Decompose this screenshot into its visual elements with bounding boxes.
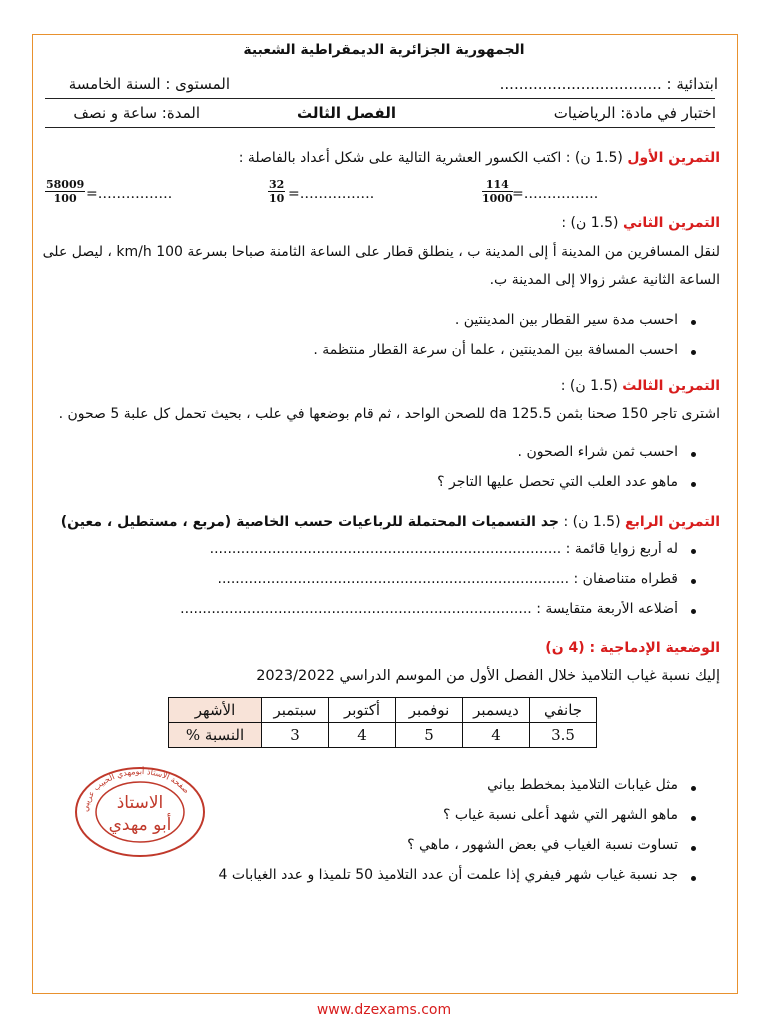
ex1-heading [239, 150, 720, 166]
integration-intro: إليك نسبة غياب التلاميذ خلال الفصل الأول من الموسم الدراسي 2023/2022 [256, 668, 720, 684]
school-name: ابتدائية : .................................. [499, 75, 718, 93]
ex2-points: (1.5 ن) : [561, 215, 619, 231]
list-item: احسب مدة سير القطار بين المدينتين . [454, 312, 678, 328]
fraction-numerator: 32 [269, 178, 285, 191]
ex3-points: (1.5 ن) : [560, 378, 618, 394]
bullet [691, 876, 696, 881]
stamp-ring-text: صفحة الأستاذ أبومهدي الحبيب عريبي [80, 766, 192, 813]
table-cell: ديسمبر [463, 698, 530, 723]
table-cell: 3 [262, 723, 329, 748]
teacher-stamp [74, 766, 206, 858]
fraction-numerator: 114 [482, 178, 513, 192]
list-item: جد نسبة غياب شهر فيفري إذا علمت أن عدد التلاميذ 50 تلميذا و عدد الغيابات 4 [218, 867, 678, 883]
fraction-denominator: 1000 [482, 192, 513, 205]
footer-url[interactable]: www.dzexams.com [316, 1002, 452, 1018]
list-item: ماهو الشهر التي شهد أعلى نسبة غياب ؟ [442, 807, 678, 823]
fraction-1 [482, 178, 513, 205]
fraction-2 [268, 178, 285, 205]
stamp-graphic [74, 766, 206, 858]
duration: المدة: ساعة و نصف [73, 104, 200, 122]
list-item: أضلاعه الأربعة متقايسة : ............................................................................... [180, 601, 678, 617]
stamp-line1: الاستاذ [116, 793, 164, 813]
term: الفصل الثالث [296, 104, 396, 122]
level: المستوى : السنة الخامسة [68, 75, 230, 93]
stamp-line2: أبو مهدي [108, 815, 172, 835]
list-item: قطراه متناصفان : ............................................................................... [217, 571, 678, 587]
ex4-instruction: جد التسميات المحتملة للرباعيات حسب الخاصية (مربع ، مستطيل ، معين) [60, 514, 559, 530]
bullet [691, 549, 696, 554]
table-row [169, 698, 597, 723]
bullet [691, 816, 696, 821]
list-item: له أربع زوايا قائمة : ............................................................................... [209, 541, 678, 557]
ex2-title: التمرين الثاني [622, 215, 720, 231]
table-header-cell: الأشهر [169, 698, 262, 723]
bullet [691, 482, 696, 487]
table-cell: 4 [329, 723, 396, 748]
bullet [691, 579, 696, 584]
subject: اختبار في مادة: الرياضيات [553, 104, 716, 122]
ex1-instruction: اكتب الكسور العشرية التالية على شكل أعداد بالفاصلة : [238, 150, 562, 166]
bullet [691, 350, 696, 355]
ex1-title: التمرين الأول [627, 150, 720, 166]
table-cell: جانفي [530, 698, 597, 723]
list-item: مثل غيابات التلاميذ بمخطط بياني [487, 777, 678, 793]
ex1-points: (1.5 ن) : [565, 150, 623, 166]
answer-blank: =……………. [288, 186, 375, 202]
ex4-points: (1.5 ن) : [563, 514, 621, 530]
ex3-text: اشترى تاجر 150 صحنا بثمن 125.5 da للصحن الواحد ، ثم قام بوضعها في علب ، بحيث تحمل كل علبة 5 صحون . [58, 406, 720, 422]
integration-title: الوضعية الإدماجية : (4 ن) [545, 640, 720, 656]
absence-table [168, 697, 597, 748]
ex3-heading [561, 378, 720, 394]
bullet [691, 786, 696, 791]
table-row [169, 723, 597, 748]
table-cell: 3.5 [530, 723, 597, 748]
bullet [691, 846, 696, 851]
answer-blank: =……………. [512, 186, 599, 202]
ex2-text: لنقل المسافرين من المدينة أ إلى المدينة ب ، ينطلق قطار على الساعة الثامنة صباحا بسرعة 100 km/h ، ليصل على [42, 244, 720, 260]
list-item: احسب المسافة بين المدينتين ، علما أن سرعة القطار منتظمة . [313, 342, 678, 358]
table-header-cell: النسبة % [169, 723, 262, 748]
ex4-heading [61, 514, 720, 530]
list-item: تساوت نسبة الغياب في بعض الشهور ، ماهي ؟ [407, 837, 678, 853]
bullet [691, 452, 696, 457]
bullet [691, 320, 696, 325]
divider [45, 98, 715, 99]
answer-blank: =……………. [86, 186, 173, 202]
ex2-text: الساعة الثانية عشر زوالا إلى المدينة ب. [489, 272, 720, 288]
table-cell: 4 [463, 723, 530, 748]
table-cell: أكتوبر [329, 698, 396, 723]
ex4-title: التمرين الرابع [625, 514, 720, 530]
ex2-heading [561, 215, 720, 231]
fraction-3 [45, 178, 85, 205]
bullet [691, 609, 696, 614]
table-cell: 5 [396, 723, 463, 748]
list-item: احسب ثمن شراء الصحون . [517, 444, 678, 460]
fraction-denominator: 10 [269, 192, 285, 205]
table-cell: سبتمبر [262, 698, 329, 723]
republic-title: الجمهورية الجزائرية الديمقراطية الشعبية [243, 42, 525, 58]
fraction-denominator: 100 [53, 192, 77, 205]
fraction-numerator: 58009 [46, 178, 85, 191]
list-item: ماهو عدد العلب التي تحصل عليها التاجر ؟ [437, 474, 678, 490]
ex3-title: التمرين الثالث [622, 378, 720, 394]
table-cell: نوفمبر [396, 698, 463, 723]
divider [45, 127, 715, 128]
